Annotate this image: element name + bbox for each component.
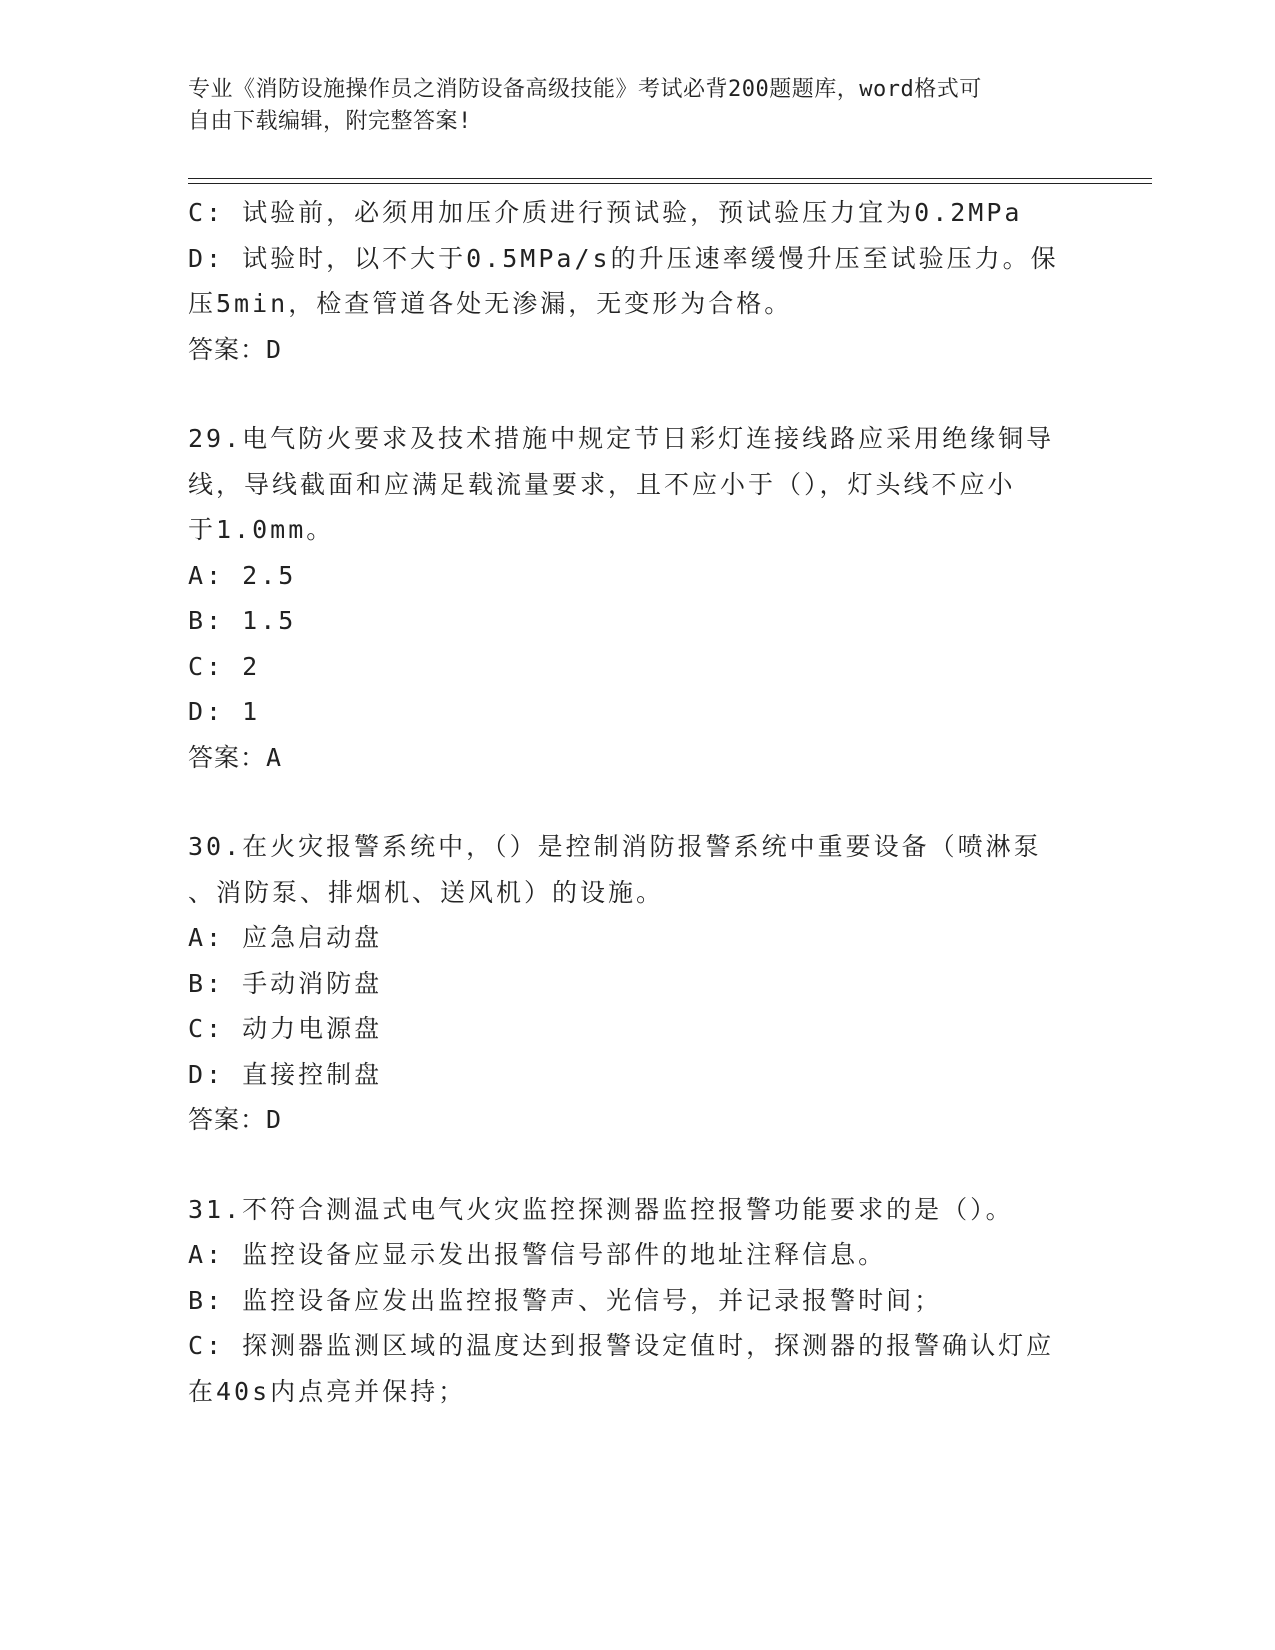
q30-option-d: D: 直接控制盘 [188, 1059, 383, 1089]
question-28-tail [188, 190, 1088, 372]
q29-stem-line-1: 29.电气防火要求及技术措施中规定节日彩灯连接线路应采用绝缘铜导 [188, 424, 1055, 453]
header-title-line-1: 专业《消防设施操作员之消防设备高级技能》考试必背200题题库，word格式可 [188, 77, 982, 102]
q30-option-c: C: 动力电源盘 [188, 1014, 383, 1043]
q29-option-c: C: 2 [188, 651, 261, 681]
question-30 [188, 824, 1088, 1143]
q29-stem-line-3: 于1.0mm。 [188, 515, 335, 544]
q30-answer: 答案：D [188, 1105, 283, 1134]
q29-option-b: B: 1.5 [188, 606, 297, 635]
header-title-line-2: 自由下载编辑，附完整答案! [188, 109, 472, 134]
q30-option-b: B: 手动消防盘 [188, 968, 383, 998]
q30-stem-line-1: 30.在火灾报警系统中，（）是控制消防报警系统中重要设备（喷淋泵 [188, 832, 1042, 861]
question-31 [188, 1187, 1088, 1415]
q31-option-c-line-1: C: 探测器监测区域的温度达到报警设定值时，探测器的报警确认灯应 [188, 1331, 1055, 1360]
question-29 [188, 416, 1088, 780]
q31-option-b: B: 监控设备应发出监控报警声、光信号，并记录报警时间； [188, 1285, 943, 1315]
q29-stem-line-2: 线，导线截面和应满足载流量要求，且不应小于（），灯头线不应小 [188, 469, 1016, 499]
q31-option-a: A: 监控设备应显示发出报警信号部件的地址注释信息。 [188, 1240, 887, 1269]
q28-option-d-line-2: 压5min，检查管道各处无渗漏，无变形为合格。 [188, 289, 793, 318]
document-body [188, 190, 1088, 1414]
q28-option-c: C: 试验前，必须用加压介质进行预试验，预试验压力宜为0.2MPa [188, 198, 1023, 227]
q30-option-a: A: 应急启动盘 [188, 923, 383, 952]
header-divider-top [188, 178, 1152, 179]
q29-option-a: A: 2.5 [188, 560, 297, 590]
q29-option-d: D: 1 [188, 697, 261, 726]
spacer [188, 1143, 1088, 1187]
q28-option-d-line-1: D: 试验时，以不大于0.5MPa/s的升压速率缓慢升压至试验压力。保 [188, 243, 1059, 273]
q28-answer: 答案：D [188, 334, 283, 364]
document-header [188, 74, 1068, 138]
spacer [188, 372, 1088, 416]
q31-stem-line-1: 31.不符合测温式电气火灾监控探测器监控报警功能要求的是（）。 [188, 1194, 1014, 1224]
q29-answer: 答案：A [188, 742, 283, 772]
q31-option-c-line-2: 在40s内点亮并保持； [188, 1376, 467, 1406]
spacer [188, 780, 1088, 824]
header-divider-bottom [188, 183, 1152, 184]
q30-stem-line-2: 、消防泵、排烟机、送风机）的设施。 [188, 877, 665, 907]
